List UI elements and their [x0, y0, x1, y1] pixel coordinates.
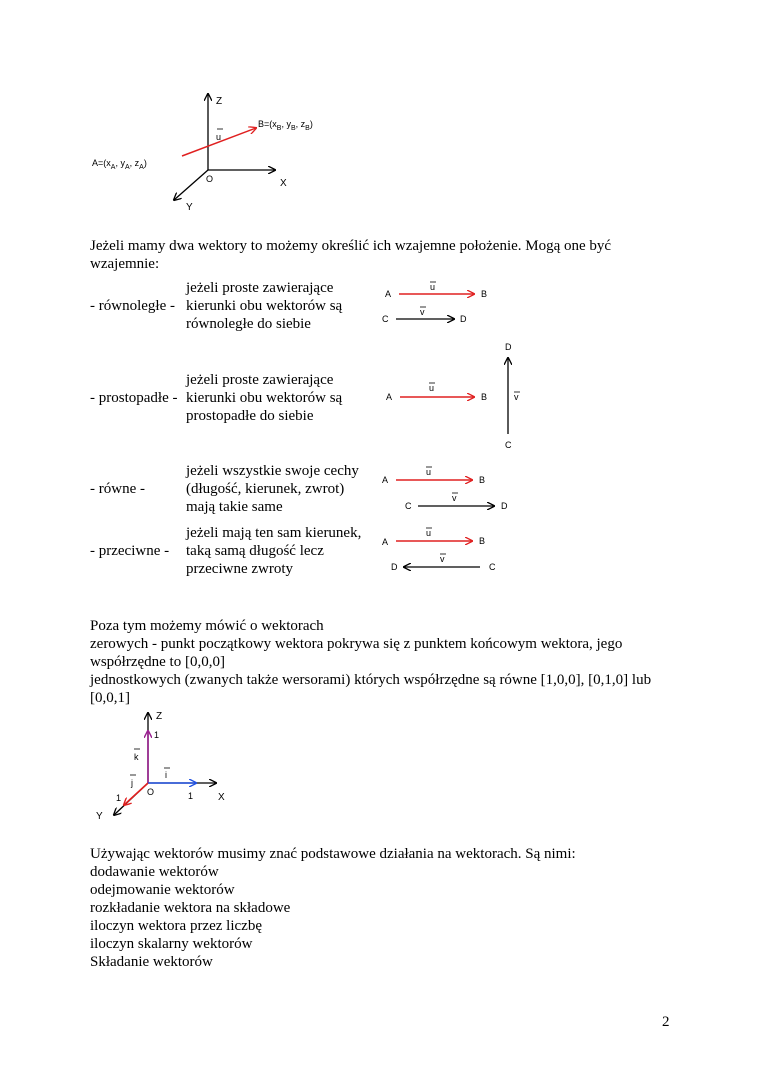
v-label: v: [514, 392, 519, 402]
v-label: v: [452, 493, 457, 503]
point-b: B: [481, 289, 488, 299]
relation-term-parallel: - równoległe -: [90, 298, 175, 314]
origin-label: O: [147, 787, 155, 797]
point-d: D: [505, 342, 512, 352]
point-c: C: [405, 501, 412, 511]
figure-coordinate-vector: [90, 88, 360, 218]
relation-term-opposite: - przeciwne -: [90, 543, 170, 559]
point-b-label: $B=(x_B$, $y_B$, $z_B$): [258, 119, 313, 132]
operation-item: rozkładanie wektora na składowe: [90, 900, 291, 916]
point-d: D: [501, 501, 508, 511]
relation-desc-opposite: jeżeli mają ten sam kierunek, taką samą długość lecz przeciwne zwroty: [186, 525, 362, 577]
point-c: C: [505, 440, 512, 450]
diagram-equal: [378, 462, 528, 518]
zero-unit-line-3: współrzędne to [0,0,0]: [90, 654, 225, 670]
u-label: u: [216, 132, 222, 142]
relation-term-perpendicular: - prostopadłe -: [90, 390, 178, 406]
u-label: u: [430, 282, 436, 292]
operation-item: iloczyn wektora przez liczbę: [90, 918, 262, 934]
v-label: v: [440, 554, 445, 564]
point-d: D: [460, 314, 467, 324]
relation-desc-equal: jeżeli wszystkie swoje cechy (długość, kierunek, zwrot) mają takie same: [186, 463, 359, 515]
i-label: i: [165, 770, 167, 780]
z-one-label: 1: [154, 730, 160, 740]
relation-desc-perpendicular: jeżeli proste zawierające kierunki obu wektorów są prostopadłe do siebie: [186, 372, 343, 424]
zero-unit-line-4: jednostkowych (zwanych także wersorami) których współrzędne są równe [1,0,0], [0,1,0] lub: [90, 672, 652, 688]
y-one-label: 1: [116, 793, 122, 803]
x-one-label: 1: [188, 791, 194, 801]
v-label: v: [420, 307, 425, 317]
y-label: Y: [186, 202, 193, 213]
page-number: 2: [662, 1014, 670, 1030]
point-b: B: [481, 392, 488, 402]
z-label: Z: [156, 711, 163, 722]
point-b: B: [479, 475, 486, 485]
diagram-opposite: [378, 524, 528, 580]
relation-desc-parallel: jeżeli proste zawierające kierunki obu wektorów są równoległe do siebie: [186, 280, 343, 332]
point-c: C: [382, 314, 389, 324]
x-label: X: [280, 178, 287, 189]
y-axis: [174, 170, 208, 200]
point-a: A: [382, 475, 389, 485]
point-a: A: [385, 289, 392, 299]
intro-line-1: Jeżeli mamy dwa wektory to możemy określić ich wzajemne położenie. Mogą one być: [90, 238, 612, 254]
zero-unit-line-1: Poza tym możemy mówić o wektorach: [90, 618, 324, 634]
point-b: B: [479, 536, 486, 546]
zero-unit-line-5: [0,0,1]: [90, 690, 130, 706]
relation-term-equal: - równe -: [90, 481, 145, 497]
intro-line-2: wzajemnie:: [90, 256, 160, 272]
zero-unit-line-2: zerowych - punkt początkowy wektora pokrywa się z punktem końcowym wektora, jego: [90, 636, 623, 652]
origin-label: O: [206, 174, 214, 184]
point-c: C: [489, 562, 496, 572]
point-a: A: [386, 392, 393, 402]
diagram-parallel: [378, 276, 508, 330]
x-label: X: [218, 792, 225, 803]
u-label: u: [429, 383, 435, 393]
operations-intro: Używając wektorów musimy znać podstawowe działania na wektorach. Są nimi:: [90, 846, 576, 862]
point-d: D: [391, 562, 398, 572]
unit-vector-j: [124, 783, 148, 805]
point-a-label: $A=(x_A$, $y_A$, $z_A$): [92, 158, 147, 171]
figure-unit-vectors: [92, 705, 242, 825]
u-label: u: [426, 467, 432, 477]
operation-item: iloczyn skalarny wektorów: [90, 936, 253, 952]
y-label: Y: [96, 811, 103, 822]
z-label: Z: [216, 96, 223, 107]
operation-item: odejmowanie wektorów: [90, 882, 235, 898]
diagram-perpendicular: [378, 338, 528, 453]
operation-item: dodawanie wektorów: [90, 864, 219, 880]
point-a: A: [382, 537, 389, 547]
u-label: u: [426, 528, 432, 538]
j-label: j: [131, 778, 133, 788]
operation-item: Składanie wektorów: [90, 954, 213, 970]
k-label: k: [134, 752, 139, 762]
